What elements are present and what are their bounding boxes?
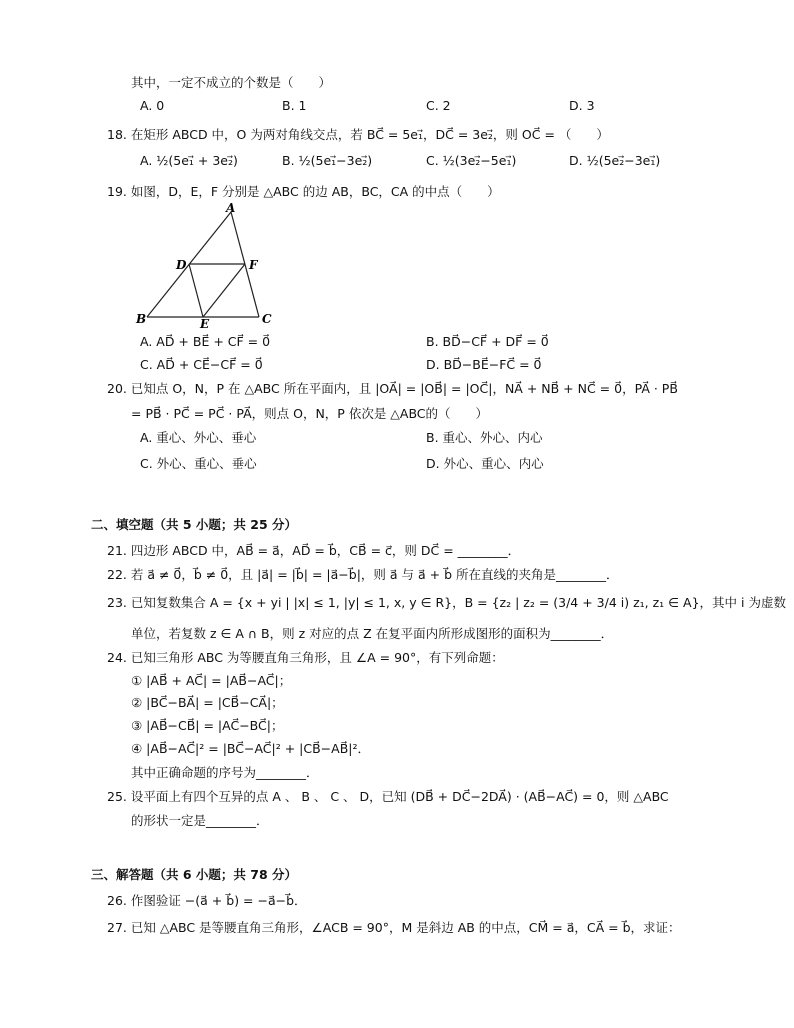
section-fill-in-title: 二、填空题（共 5 小题；共 25 分） [91, 517, 298, 532]
q20-option-d: D. 外心、重心、内心 [426, 456, 544, 471]
q19-option-d: D. BD⃗−BE⃗−FC⃗ = 0⃗ [426, 357, 542, 372]
q18-option-b: B. ½(5e₁⃗−3e₂⃗) [282, 153, 373, 168]
label-c: C [262, 312, 272, 326]
q17-option-a: A. 0 [140, 98, 165, 113]
q17-option-b: B. 1 [282, 98, 307, 113]
q18-option-c: C. ½(3e₂⃗−5e₁⃗) [426, 153, 517, 168]
label-d: D [176, 258, 187, 272]
q24-item-3: ③ |AB⃗−CB⃗| = |AC⃗−BC⃗|； [131, 718, 284, 733]
q20-stem-line1: 20. 已知点 O，N，P 在 △ABC 所在平面内，且 |OA⃗| = |OB⃗| = |OC⃗|，NA⃗ + NB⃗ + NC⃗ = 0⃗，PA⃗ · PB⃗ [107, 381, 678, 396]
q26: 26. 作图验证 −(a⃗ + b⃗) = −a⃗−b⃗． [107, 893, 307, 908]
q18-option-d: D. ½(5e₂⃗−3e₁⃗) [569, 153, 661, 168]
q19-option-c: C. AD⃗ + CE⃗−CF⃗ = 0⃗ [140, 357, 263, 372]
segment-de [189, 264, 203, 317]
section-answer-title: 三、解答题（共 6 小题；共 78 分） [91, 867, 298, 882]
q22: 22. 若 a⃗ ≠ 0⃗，b⃗ ≠ 0⃗，且 |a⃗| = |b⃗| = |a⃗−b⃗|，则 a⃗ 与 a⃗ + b⃗ 所在直线的夹角是________． [107, 567, 619, 582]
label-f: F [249, 258, 258, 272]
label-a: A [226, 203, 236, 215]
segment-ef [203, 264, 245, 317]
q25-line2: 的形状一定是________． [131, 813, 269, 828]
q19-stem: 19. 如图，D，E，F 分别是 △ABC 的边 AB，BC，CA 的中点（ ） [107, 184, 500, 199]
q27: 27. 已知 △ABC 是等腰直角三角形，∠ACB = 90°，M 是斜边 AB 的中点，CM⃗ = a⃗，CA⃗ = b⃗，求证： [107, 920, 681, 935]
q20-option-a: A. 重心、外心、垂心 [140, 430, 257, 445]
q25-line1: 25. 设平面上有四个互异的点 A 、 B 、 C 、 D，已知 (DB⃗ + DC⃗−2DA⃗) · (AB⃗−AC⃗) = 0，则 △ABC [107, 789, 669, 804]
q17-stem: 其中，一定不成立的个数是（ ） [131, 75, 332, 90]
triangle-figure [134, 203, 274, 329]
q24-item-1: ① |AB⃗ + AC⃗| = |AB⃗−AC⃗|； [131, 673, 292, 688]
q18-option-a: A. ½(5e₁⃗ + 3e₂⃗) [140, 153, 238, 168]
q19-option-b: B. BD⃗−CF⃗ + DF⃗ = 0⃗ [426, 334, 549, 349]
label-e: E [200, 317, 210, 329]
q19-option-a: A. AD⃗ + BE⃗ + CF⃗ = 0⃗ [140, 334, 271, 349]
q20-stem-line2: = PB⃗ · PC⃗ = PC⃗ · PA⃗，则点 O，N，P 依次是 △ABC的（ ） [131, 406, 489, 421]
q24-stem: 24. 已知三角形 ABC 为等腰直角三角形，且 ∠A = 90°，有下列命题： [107, 650, 504, 665]
q20-option-c: C. 外心、重心、垂心 [140, 456, 257, 471]
label-b: B [136, 312, 147, 326]
q23-line2: 单位，若复数 z ∈ A ∩ B，则 z 对应的点 Z 在复平面内所形成图形的面积为________． [131, 626, 614, 641]
q24-item-2: ② |BC⃗−BA⃗| = |CB⃗−CA⃗|； [131, 695, 284, 710]
q21: 21. 四边形 ABCD 中，AB⃗ = a⃗，AD⃗ = b⃗，CB⃗ = c⃗，则 DC⃗ = ________． [107, 543, 521, 558]
q18-stem: 18. 在矩形 ABCD 中，O 为两对角线交点，若 BC⃗ = 5e₁⃗，DC⃗ = 3e₂⃗，则 OC⃗ = （ ） [107, 127, 609, 142]
q24-answer: 其中正确命题的序号为________． [131, 765, 319, 780]
q24-item-4: ④ |AB⃗−AC⃗|² = |BC⃗−AC⃗|² + |CB⃗−AB⃗|²． [131, 741, 371, 756]
q23-line1: 23. 已知复数集合 A = {x + yi | |x| ≤ 1, |y| ≤ 1, x, y ∈ R}，B = {z₂ | z₂ = (3/4 + 3/4 i) z₁, z₁ ∈ A}，其中 i 为虚数 [107, 595, 786, 610]
q17-option-d: D. 3 [569, 98, 595, 113]
q20-option-b: B. 重心、外心、内心 [426, 430, 543, 445]
q17-option-c: C. 2 [426, 98, 451, 113]
